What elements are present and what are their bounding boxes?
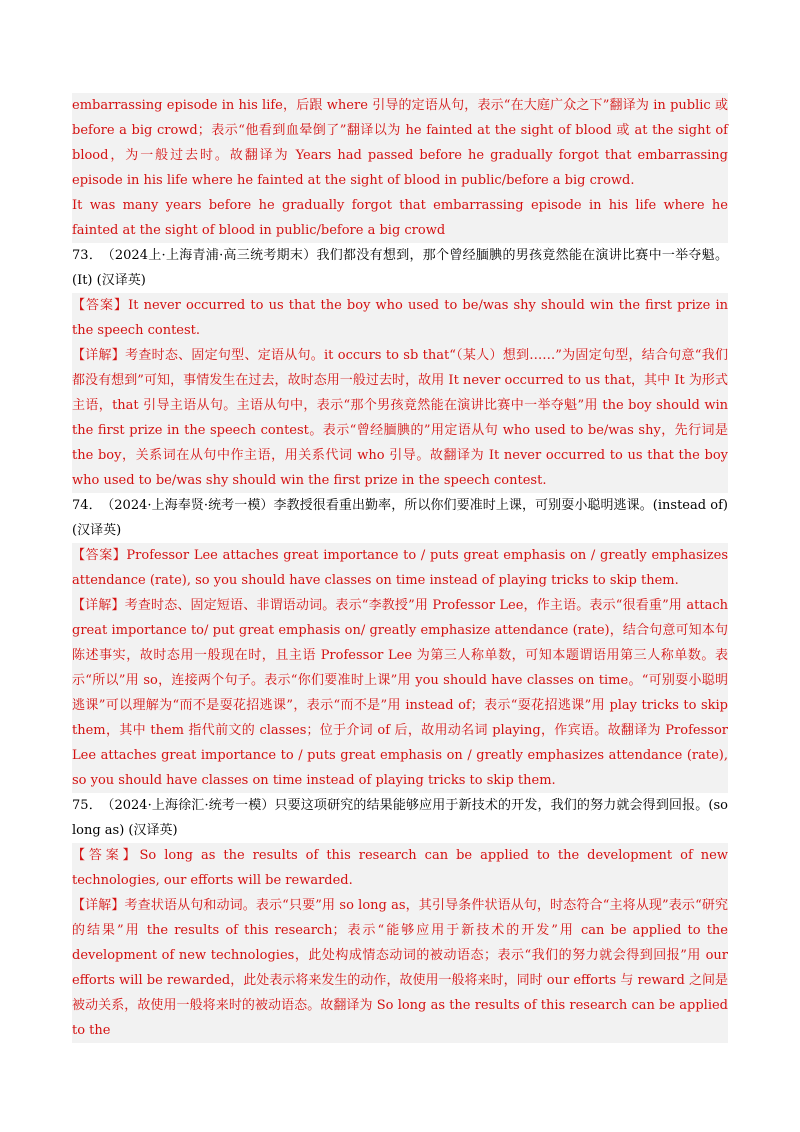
answer-text: So long as the results of this research can be applied to the development of new technologies, our efforts will be rewarded.: [72, 848, 728, 888]
answer-text: It never occurred to us that the boy who used to be/was shy should win the first prize in the speech contest.: [72, 298, 728, 338]
detail-paragraph: [72, 343, 728, 493]
question-prompt: [72, 243, 728, 293]
question-text: （2024上·上海青浦·高三统考期末）我们都没有想到，那个曾经腼腆的男孩竟然能在演讲比赛中一举夺魁。 (It) (汉译英): [72, 248, 728, 288]
detail-text: 考查时态、固定句型、定语从句。it occurs to sb that“（某人）想到……”为固定句型，结合句意“我们都没有想到”可知，事情发生在过去，故时态用一般过去时，故用 It never occurred to us that，其中 It 为形式主语，that 引导主语从句。主语从句中，表示“那个男孩竟然能在演讲比赛中一举夺魁”用 the boy should win the first prize in the speech contest。表示“曾经腼腆的”用定语从句 who used to be/was shy，先行词是 the boy，关系词在从句中作主语，用关系代词 who 引导。故翻译为 It never occurred to us that the boy who used to be/was shy should win the first prize in the speech contest.: [72, 348, 728, 488]
detail-text: 考查时态、固定短语、非谓语动词。表示“李教授”用 Professor Lee，作主语。表示“很看重”用 attach great importance to/ put great emphasis on/ greatly emphasize attendance (rate)，结合句意可知本句陈述事实，故时态用一般现在时，且主语 Professor Lee 为第三人称单数，可知本题谓语用第三人称单数。表示“所以”用 so，连接两个句子。表示“你们要准时上课”用 you should have classes on time。“可别耍小聪明逃课”可以理解为“而不是耍花招逃课”，表示“而不是”用 instead of；表示“耍花招逃课”用 play tricks to skip them，其中 them 指代前文的 classes；位于介词 of 后，故用动名词 playing，作宾语。故翻译为 Professor Lee attaches great importance to / puts great emphasis on / greatly emphasizes attendance (rate), so you should have classes on time instead of playing tricks to skip them.: [72, 598, 728, 788]
detail-tag: 【详解】: [72, 348, 126, 363]
detail-tag: 【详解】: [72, 898, 125, 913]
question-prompt: [72, 493, 728, 543]
question-number: 73．: [72, 248, 103, 263]
question-prompt: [72, 793, 728, 843]
question-text: （2024·上海徐汇·统考一模）只要这项研究的结果能够应用于新技术的开发，我们的努力就会得到回报。(so long as) (汉译英): [72, 798, 728, 838]
answer-block: [72, 293, 728, 493]
answer-tag: 【答案】: [72, 848, 140, 863]
question-73: [72, 243, 728, 493]
question-75: [72, 793, 728, 1043]
answer-tag: 【答案】: [72, 548, 127, 563]
answer-text: Professor Lee attaches great importance to / puts great emphasis on / greatly emphasizes attendance (rate), so you should have classes on time instead of playing tricks to skip them.: [72, 548, 728, 588]
answer-paragraph: [72, 843, 728, 893]
question-text: （2024·上海奉贤·统考一模）李教授很看重出勤率，所以你们要准时上课，可别耍小聪明逃课。(instead of) (汉译英): [72, 498, 728, 538]
answer-paragraph: [72, 293, 728, 343]
detail-tag: 【详解】: [72, 598, 125, 613]
question-number: 74．: [72, 498, 102, 513]
detail-paragraph: [72, 593, 728, 793]
detail-text: 考查状语从句和动词。表示“只要”用 so long as，其引导条件状语从句，时态符合“主将从现”表示“研究的结果”用 the results of this research；表示“能够应用于新技术的开发”用 can be applied to the development of new technologies，此处构成情态动词的被动语态；表示“我们的努力就会得到回报”用 our efforts will be rewarded，此处表示将来发生的动作，故使用一般将来时，同时 our efforts 与 reward 之间是被动关系，故使用一般将来时的被动语态。故翻译为 So long as the results of this research can be applied to the: [72, 898, 728, 1038]
answer-block: [72, 543, 728, 793]
detail-continuation-text: embarrassing episode in his life，后跟 where 引导的定语从句，表示“在大庭广众之下”翻译为 in public 或 before a big crowd；表示“他看到血晕倒了”翻译以为 he fainted at the sight of blood 或 at the sight of blood，为一般过去时。故翻译为 Years had passed before he gradually forgot that embarrassing episode in his life where he fainted at the sight of blood in public/before a big crowd.: [72, 98, 728, 188]
answer-block: [72, 843, 728, 1043]
answer-tag: 【答案】: [72, 298, 129, 313]
answer-paragraph: [72, 543, 728, 593]
alternative-answer-text: It was many years before he gradually forgot that embarrassing episode in his life where he fainted at the sight of blood in public/before a big crowd: [72, 198, 728, 238]
detail-continuation-block: [72, 93, 728, 243]
question-number: 75．: [72, 798, 102, 813]
question-74: [72, 493, 728, 793]
detail-paragraph: [72, 893, 728, 1043]
